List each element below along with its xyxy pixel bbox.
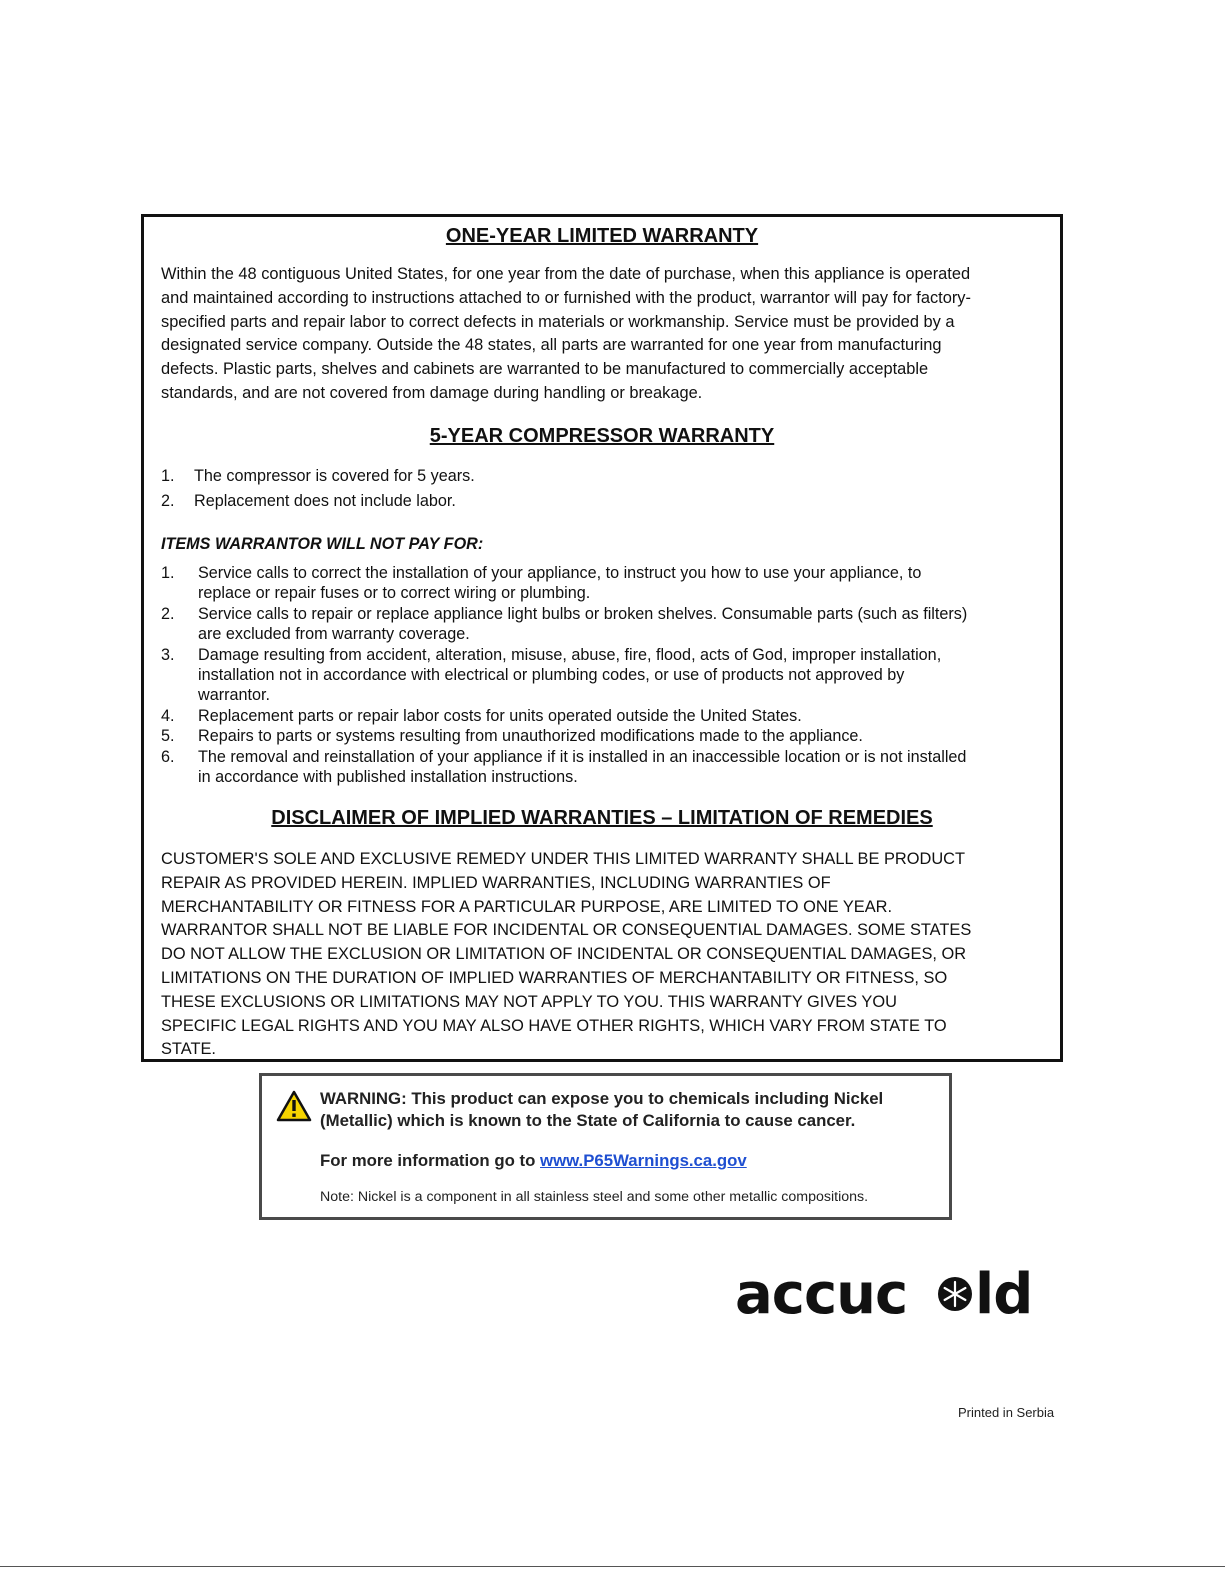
text-line: standards, and are not covered from damage during handling or breakage. xyxy=(161,383,703,402)
warning-info-line: For more information go to www.P65Warnings.ca.gov xyxy=(320,1151,747,1170)
prop65-warning-box xyxy=(259,1073,952,1220)
disclaimer-text xyxy=(161,848,1051,1062)
p65-warnings-link[interactable]: www.P65Warnings.ca.gov xyxy=(540,1151,747,1170)
disclaimer-title: DISCLAIMER OF IMPLIED WARRANTIES – LIMITATION OF REMEDIES xyxy=(271,807,933,829)
text-line: CUSTOMER'S SOLE AND EXCLUSIVE REMEDY UNDER THIS LIMITED WARRANTY SHALL BE PRODUCT xyxy=(161,850,966,868)
text-line: defects. Plastic parts, shelves and cabinets are warranted to be manufactured to commercially acceptable xyxy=(161,360,929,379)
accucold-logo xyxy=(735,1256,1035,1326)
snowflake-icon xyxy=(938,1277,972,1311)
text-line: designated service company. Outside the 48 states, all parts are warranted for one year from manufacturing xyxy=(161,336,942,355)
compressor-warranty-title: 5-YEAR COMPRESSOR WARRANTY xyxy=(429,425,775,447)
logo-text-right: ld xyxy=(975,1262,1033,1326)
text-line: THESE EXCLUSIONS OR LIMITATIONS MAY NOT APPLY TO YOU. THIS WARRANTY GIVES YOU xyxy=(161,992,897,1011)
one-year-warranty-text xyxy=(161,263,1051,406)
warning-line-2: (Metallic) which is known to the State of California to cause cancer. xyxy=(320,1111,856,1130)
list-item: 2. Replacement does not include labor. xyxy=(161,491,456,510)
text-line: WARRANTOR SHALL NOT BE LIABLE FOR INCIDENTAL OR CONSEQUENTIAL DAMAGES. SOME STATES xyxy=(161,921,972,940)
bottom-divider xyxy=(0,1566,1225,1567)
warning-note: Note: Nickel is a component in all stainless steel and some other metallic compositions. xyxy=(320,1189,869,1205)
text-line: LIMITATIONS ON THE DURATION OF IMPLIED WARRANTIES OF MERCHANTABILITY OR FITNESS, SO xyxy=(161,968,948,987)
list-item: 4. Replacement parts or repair labor costs for units operated outside the United States. xyxy=(161,706,802,725)
text-line: SPECIFIC LEGAL RIGHTS AND YOU MAY ALSO HAVE OTHER RIGHTS, WHICH VARY FROM STATE TO xyxy=(161,1016,947,1035)
text-line: REPAIR AS PROVIDED HEREIN. IMPLIED WARRANTIES, INCLUDING WARRANTIES OF xyxy=(161,873,831,892)
compressor-list xyxy=(161,464,1051,513)
list-item: 2. Service calls to repair or replace appliance light bulbs or broken shelves. Consumable parts (such as filters) are excluded from warranty coverage. xyxy=(161,604,968,644)
text-line: MERCHANTABILITY OR FITNESS FOR A PARTICULAR PURPOSE, ARE LIMITED TO ONE YEAR. xyxy=(161,897,893,916)
exclusions-title: ITEMS WARRANTOR WILL NOT PAY FOR: xyxy=(161,535,484,553)
text-line: DO NOT ALLOW THE EXCLUSION OR LIMITATION OF INCIDENTAL OR CONSEQUENTIAL DAMAGES, OR xyxy=(161,945,967,964)
printed-in-label: Printed in Serbia xyxy=(958,1405,1055,1420)
list-item: 5. Repairs to parts or systems resulting from unauthorized modifications made to the appliance. xyxy=(161,727,863,746)
list-item: 1. The compressor is covered for 5 years. xyxy=(161,467,475,485)
exclusions-list xyxy=(161,563,1051,787)
text-line: STATE. xyxy=(161,1040,216,1059)
list-item: 6. The removal and reinstallation of your appliance if it is installed in an inaccessible location or is not installed in accordance with published installation instructions. xyxy=(161,747,967,787)
list-item: 1. Service calls to correct the installation of your appliance, to instruct you how to use your appliance, to replace or repair fuses or to correct wiring or plumbing. xyxy=(161,564,922,603)
text-line: Within the 48 contiguous United States, for one year from the date of purchase, when this appliance is operated xyxy=(161,265,971,283)
warning-triangle-icon xyxy=(276,1090,312,1122)
warranty-box xyxy=(141,214,1063,1062)
list-item: 3. Damage resulting from accident, alteration, misuse, abuse, fire, flood, acts of God, improper installation, installation not in accordance with electrical or plumbing codes, or use of products not approved by warrantor. xyxy=(161,645,942,705)
text-line: and maintained according to instructions attached to or furnished with the product, warrantor will pay for factory- xyxy=(161,288,971,307)
logo-text-left: accuc xyxy=(735,1262,908,1326)
one-year-warranty-title: ONE-YEAR LIMITED WARRANTY xyxy=(445,225,759,247)
text-line: specified parts and repair labor to correct defects in materials or workmanship. Service must be provided by a xyxy=(161,312,955,331)
warning-line-1: WARNING: This product can expose you to chemicals including Nickel xyxy=(320,1089,884,1108)
